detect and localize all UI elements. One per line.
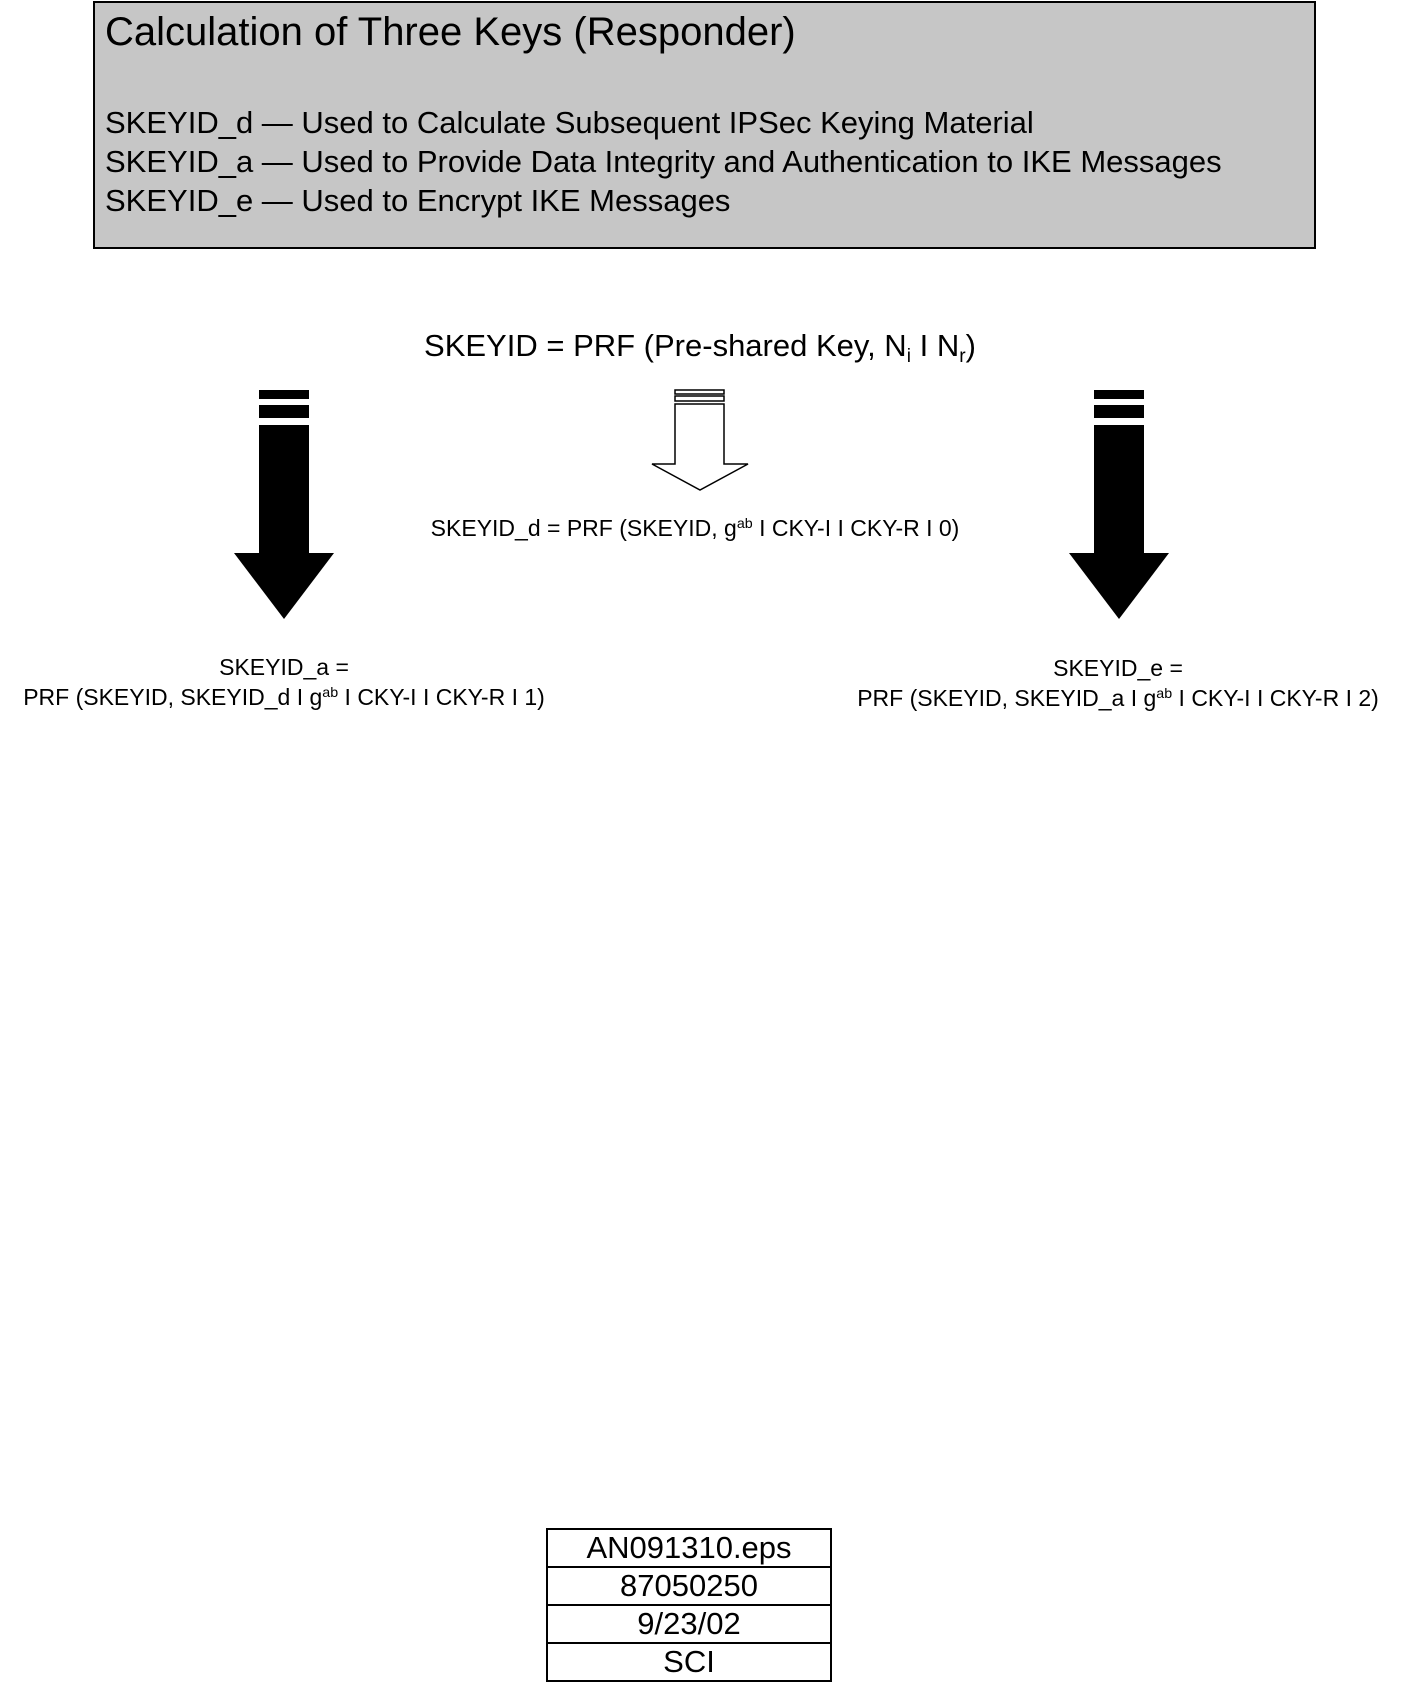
formula-skeyid-a-end: I CKY-I I CKY-R I 1) xyxy=(338,684,545,710)
formula-skeyid-a-rhs xyxy=(0,682,568,712)
formula-skeyid-d-end: I CKY-I I CKY-R I 0) xyxy=(752,515,960,541)
stamp-date: 9/23/02 xyxy=(547,1605,831,1643)
header-box xyxy=(93,1,1316,249)
formula-skeyid xyxy=(300,326,1100,366)
formula-skeyid-a-lhs: SKEYID_a = xyxy=(219,654,349,680)
definition-skeyid-a: SKEYID_a — Used to Provide Data Integrity and Authentication to IKE Messages xyxy=(105,144,1222,179)
formula-skeyid-a-sup: ab xyxy=(322,685,339,702)
formula-skeyid-e-text: PRF (SKEYID, SKEYID_a I g xyxy=(857,685,1157,711)
stamp-filename: AN091310.eps xyxy=(547,1529,831,1567)
stamp-author: SCI xyxy=(547,1643,831,1681)
formula-skeyid-e-end: I CKY-I I CKY-R I 2) xyxy=(1172,685,1379,711)
diagram-title: Calculation of Three Keys (Responder) xyxy=(105,10,796,54)
formula-skeyid-e xyxy=(834,653,1402,713)
stamp-number: 87050250 xyxy=(547,1567,831,1605)
formula-skeyid-d-sup: ab xyxy=(736,516,753,533)
definition-skeyid-e: SKEYID_e — Used to Encrypt IKE Messages xyxy=(105,183,731,218)
formula-skeyid-mid: I N xyxy=(910,328,960,363)
right-down-arrow xyxy=(1068,390,1170,622)
formula-skeyid-end: ) xyxy=(965,328,976,363)
definition-skeyid-d: SKEYID_d — Used to Calculate Subsequent IPSec Keying Material xyxy=(105,105,1034,140)
formula-skeyid-d-text: SKEYID_d = PRF (SKEYID, g xyxy=(430,515,737,541)
formula-skeyid-a-text: PRF (SKEYID, SKEYID_d I g xyxy=(23,684,323,710)
formula-skeyid-a xyxy=(0,652,568,712)
formula-skeyid-e-sup: ab xyxy=(1156,686,1173,703)
formula-skeyid-e-lhs: SKEYID_e = xyxy=(1053,655,1183,681)
center-down-arrow xyxy=(649,389,751,493)
formula-skeyid-e-rhs xyxy=(834,683,1402,713)
formula-skeyid-d xyxy=(330,513,1060,543)
formula-skeyid-sub-i: i xyxy=(906,345,911,367)
left-down-arrow xyxy=(233,390,335,622)
file-info-stamp xyxy=(546,1528,832,1682)
formula-skeyid-text: SKEYID = PRF (Pre-shared Key, N xyxy=(424,328,907,363)
formula-skeyid-sub-r: r xyxy=(959,345,966,367)
